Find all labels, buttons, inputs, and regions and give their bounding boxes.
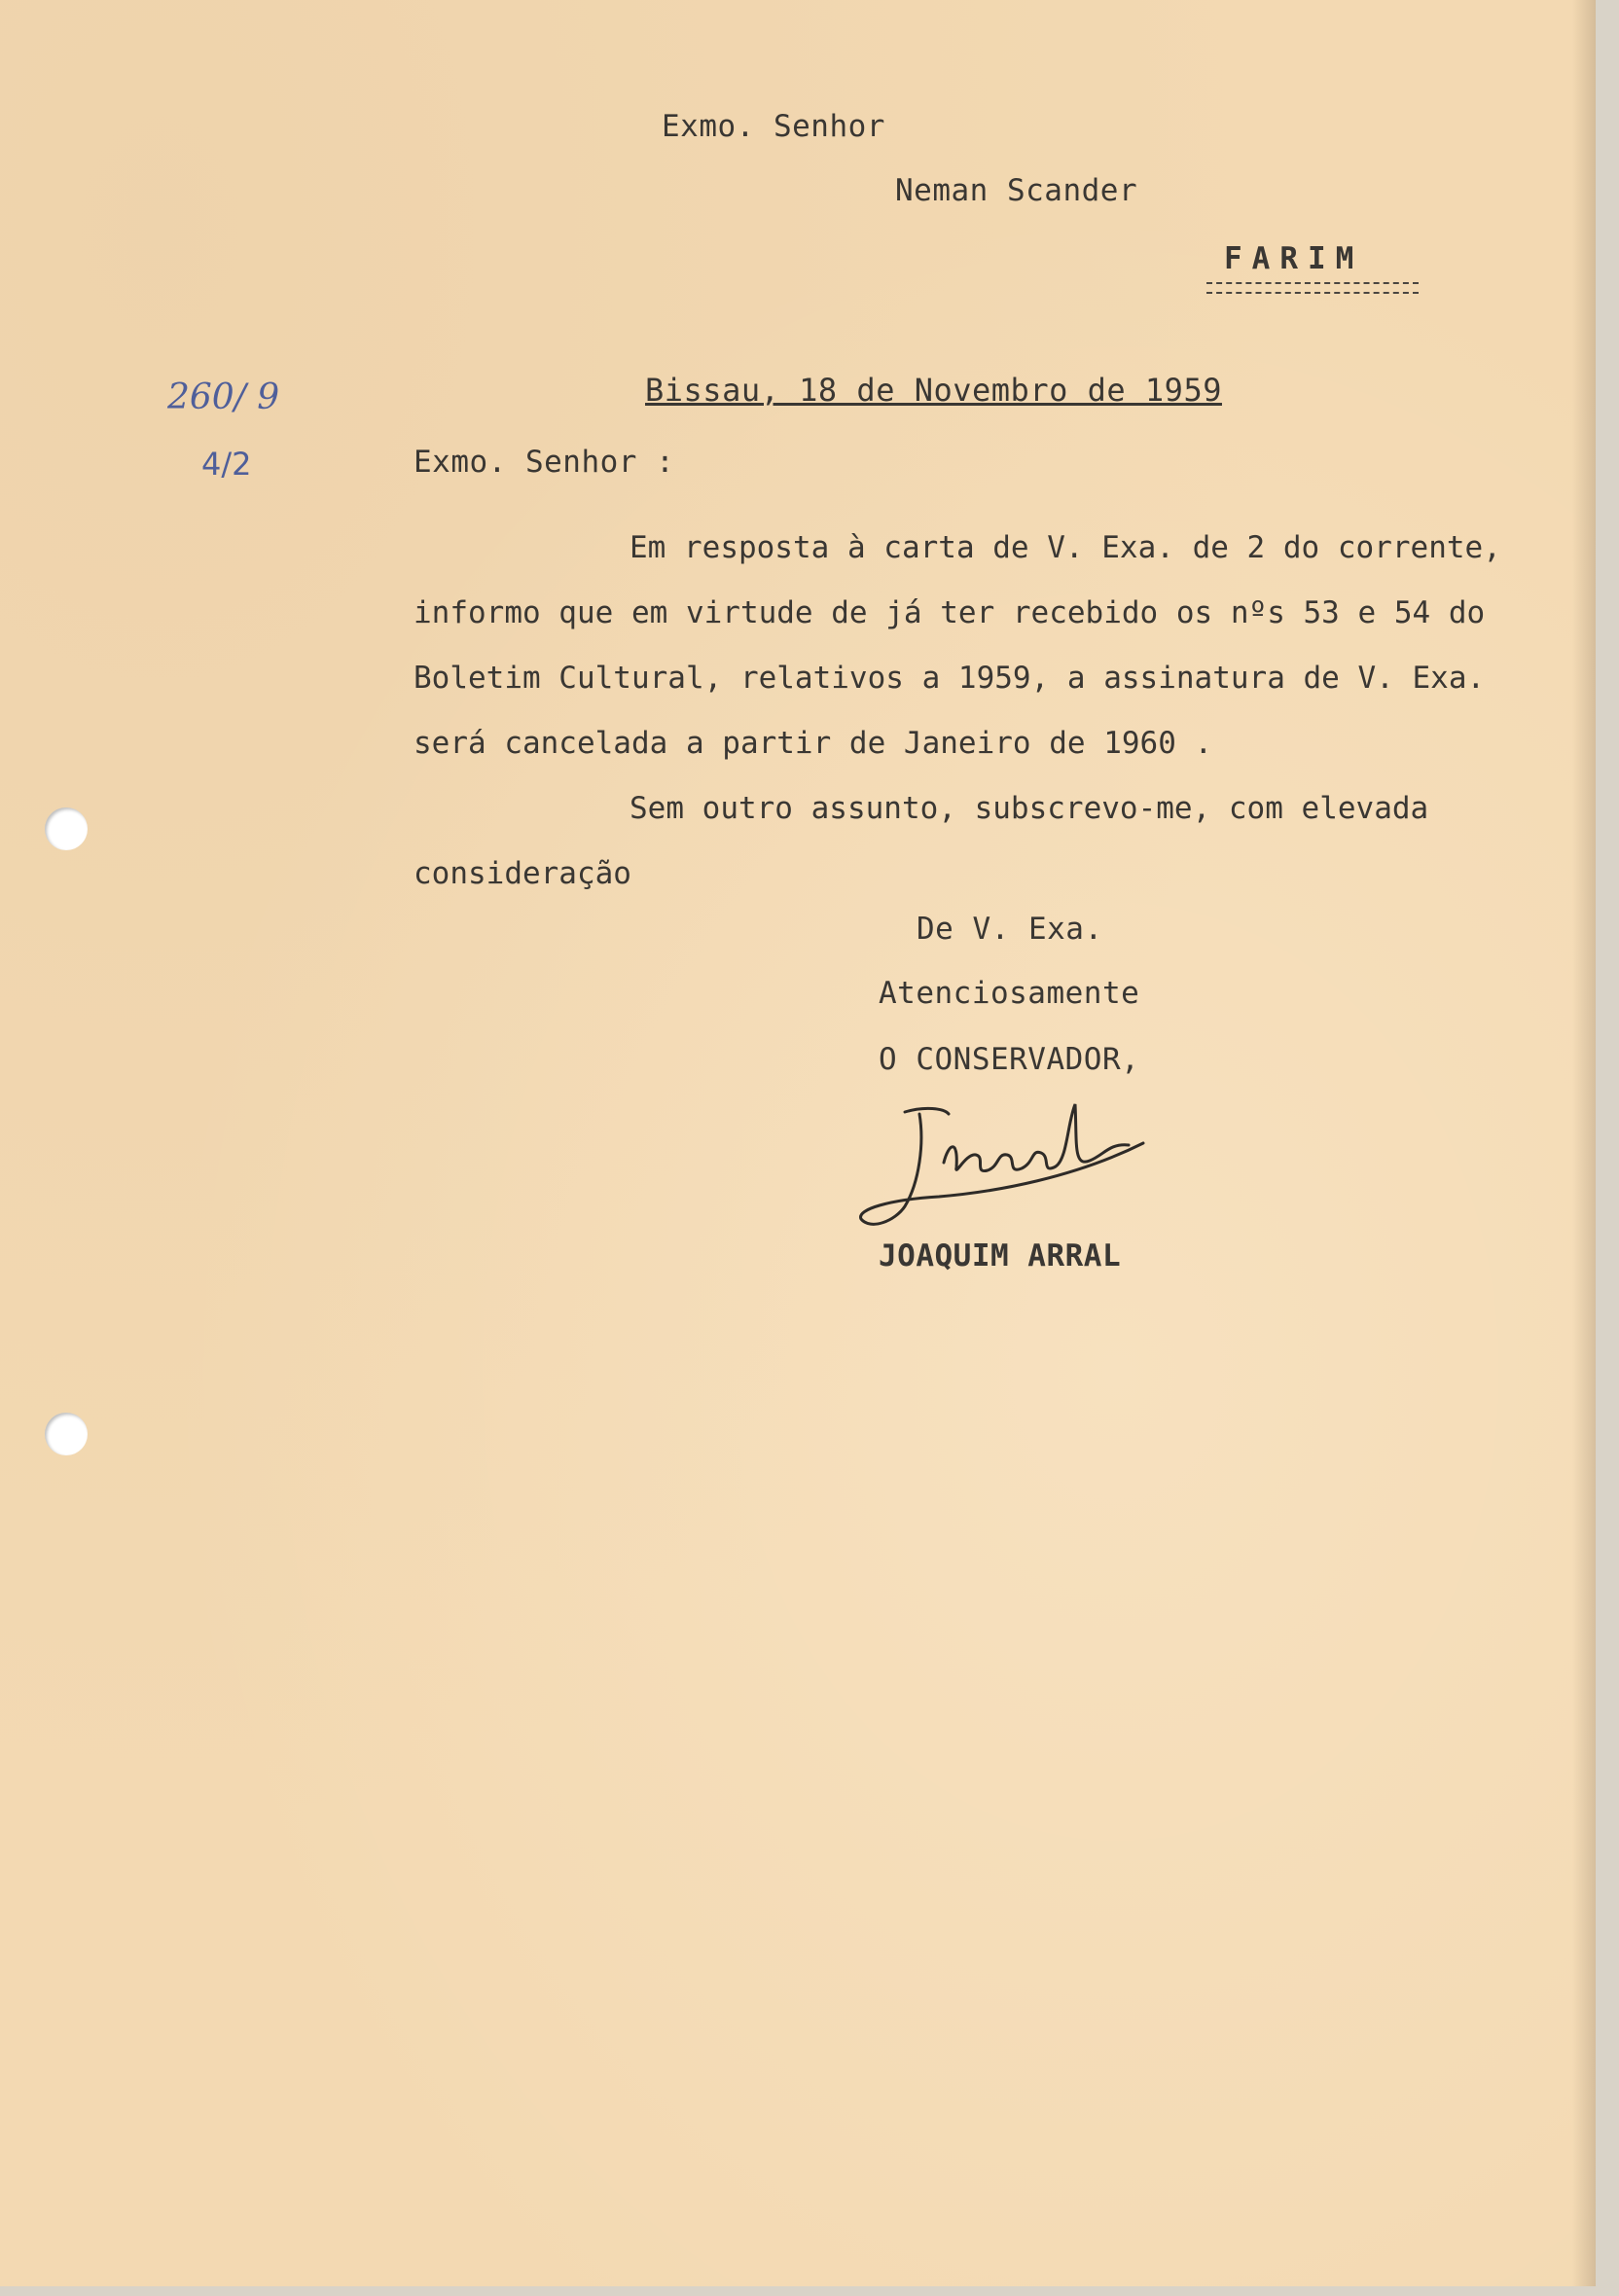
place-underline xyxy=(1206,282,1419,294)
punch-hole xyxy=(45,807,88,850)
signer-name: JOAQUIM ARRAL xyxy=(879,1238,1122,1274)
body-paragraph: Sem outro assunto, subscrevo-me, com elevada consideração xyxy=(414,791,1429,891)
address-salutation: Exmo. Senhor xyxy=(662,109,885,144)
handwritten-reference-number: 260/ 9 xyxy=(167,377,280,417)
closing-line: Atenciosamente xyxy=(879,976,1140,1011)
salutation: Exmo. Senhor : xyxy=(414,445,675,480)
body-paragraph: Em resposta à carta de V. Exa. de 2 do corrente, informo que em virtude de já ter recebido os nºs 53 e 54 do Boletim Cultural, relativos a 1959, a assinatura de V. Exa. será cancelada a partir de Janeiro de 1960 . xyxy=(414,530,1501,761)
page-edge-shadow xyxy=(1572,0,1596,2286)
letter-body xyxy=(414,516,1562,907)
recipient-place: FARIM xyxy=(1224,241,1364,276)
handwritten-signature xyxy=(851,1085,1177,1245)
closing-line: De V. Exa. xyxy=(917,912,1103,947)
date-line: Bissau, 18 de Novembro de 1959 xyxy=(645,372,1222,409)
recipient-name: Neman Scander xyxy=(895,173,1138,208)
closing-title: O CONSERVADOR, xyxy=(879,1042,1140,1077)
handwritten-reference-sub: 4/2 xyxy=(201,446,252,483)
punch-hole xyxy=(45,1413,88,1455)
